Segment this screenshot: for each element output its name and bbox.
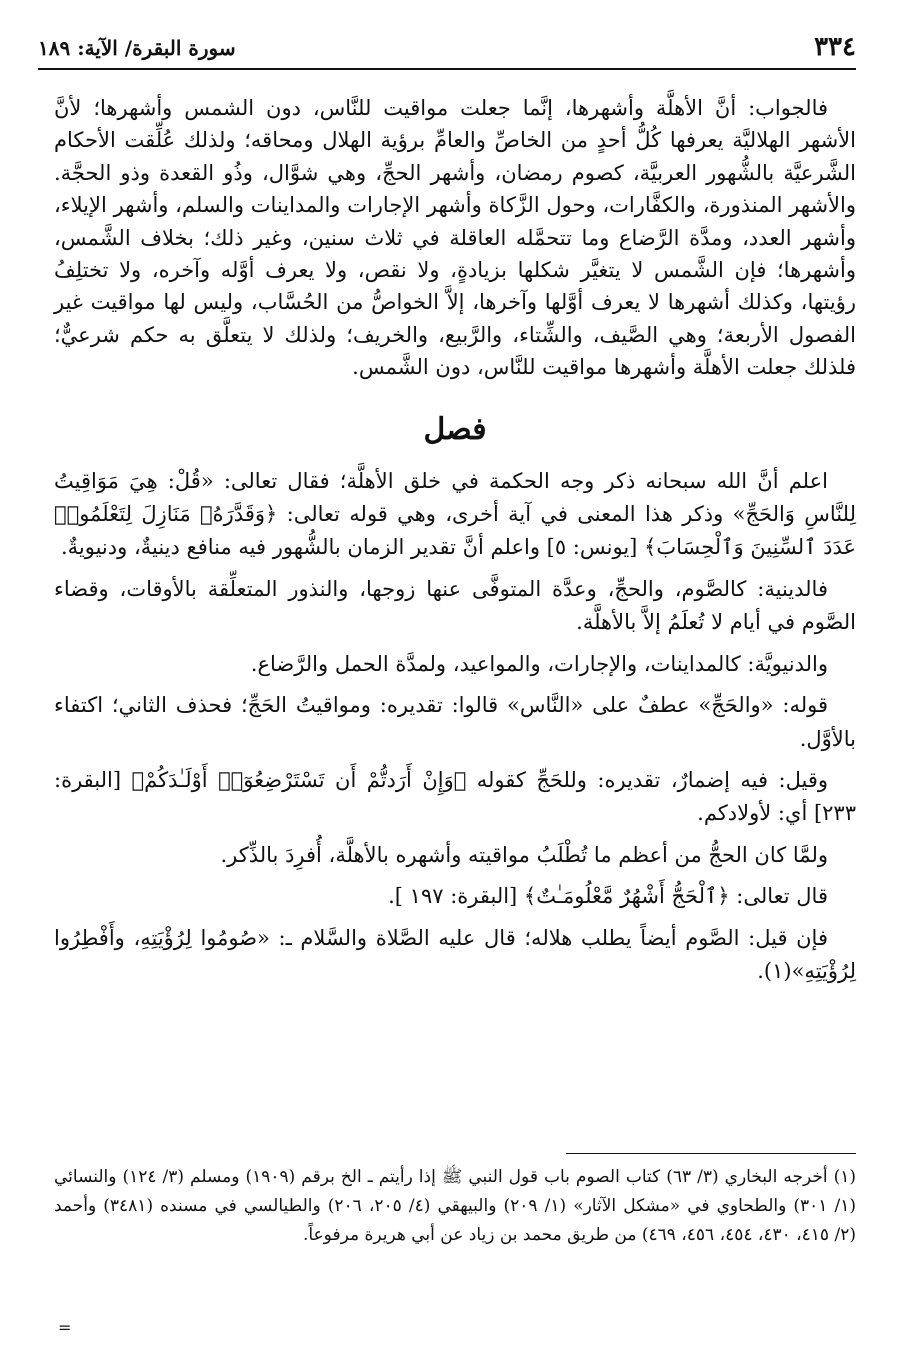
section-paragraph: قوله: «والحَجِّ» عطفٌ على «النَّاس» قالوا: تقديره: ومواقيتُ الحَجِّ؛ فحذف الثاني؛ اكتفاء بالأوَّل. [54,693,856,751]
answer-paragraph: فالجواب: أنَّ الأهلَّة وأشهرها، إنَّما جعلت مواقيت للنَّاس، دون الشمس وأشهرها؛ لأنَّ الأشهر الهلاليَّة يعرفها كُلُّ أحدٍ من الخاصِّ والعامِّ برؤية الهلال ومحاقه؛ ولذلك عُلِّقت الأحكام الشَّرعيَّة بالشُّهور العربيَّة، كصوم رمضان، وأشهر الحجِّ، وهي شوَّال، وذُو القعدة وذو الحجَّة. والأشهر المنذورة، والكفَّارات، وحول الزَّكاة وأشهر الإجارات والمداينات والسلم، وأشهر الإيلاء، وأشهر العدد، ومدَّة الرَّضاع وما تتحمَّله العاقلة في ثلاث سنين، وغير ذلك؛ بخلاف الشَّمس، وأشهرها؛ فإن الشَّمس لا يتغيَّر شكلها بزيادةٍ، ولا نقص، ولا يعرف أوَّله وآخره، ولا تختلِفُ رؤيتها، وكذلك أشهرها لا يعرف أوَّلها وآخرها، إلاَّ الخواصُّ من الحُسَّاب، وليس لها مواقيت غير الفصول الأربعة؛ وهي الصَّيف، والشِّتاء، والرَّبيع، والخريف؛ ولذلك لا يتعلَّق به حكم شرعيٌّ؛ فلذلك جعلت الأهلَّة وأشهرها مواقيت للنَّاس، دون الشَّمس. [54,96,856,380]
section-paragraph: فإن قيل: الصَّوم أيضاً يطلب هلاله؛ قال عليه الصَّلاة والسَّلام ـ: «صُومُوا لِرُؤْيَتِهِ، وأَفْطِرُوا لِرُؤْيَتِهِ»(١). [54,925,856,983]
section-paragraph: وقيل: فيه إضمارٌ، تقديره: وللحَجِّ كقوله ﴿وَإِنْ أَرَدتُّمْ أَن تَسْتَرْضِعُوٓا۟ أَوْلَـٰدَكُمْ﴾ [البقرة: ٢٣٣] أي: لأولادكم. [54,767,856,826]
section-paragraph: فالدينية: كالصَّوم، والحجِّ، وعدَّة المتوفَّى عنها زوجها، والنذور المتعلِّقة بالأوقات، وقضاء الصَّوم في أيام لا تُعلَمُ إلاَّ بالأهلَّة. [54,576,856,635]
section-paragraph: ولمَّا كان الحجُّ من أعظم ما تُطْلَبُ مواقيته وأشهره بالأهلَّة، أُفرِدَ بالذِّكر. [220,842,828,867]
section-paragraph: قال تعالى: ﴿ٱلْحَجُّ أَشْهُرٌ مَّعْلُومَـٰتٌ﴾ [البقرة: ١٩٧ ]. [388,884,828,909]
footnote: (١) أخرجه البخاري (٣/ ٦٣) كتاب الصوم باب قول النبي ﷺ إذا رأيتم ـ الخ برقم (١٩٠٩) ومسلم (٣/ ١٢٤) والنسائي (١/ ٣٠١) والطحاوي في «مشكل الآثار» (١/ ٢٠٩) والبيهقي (٤/ ٢٠٥، ٢٠٦) والطيالسي في مسنده (٣٤٨١) وأحمد (٢/ ٤١٥، ٤٣٠، ٤٥٤، ٤٥٦، ٤٦٩) من طريق محمد بن زياد عن أبي هريرة مرفوعاً. [54,1167,857,1245]
page-body [54,92,856,988]
signature-mark: = [58,1318,72,1337]
footnotes [54,1163,856,1250]
running-title: سورة البقرة/ الآية: ١٨٩ [38,36,236,60]
section-paragraph: اعلم أنَّ الله سبحانه ذكر وجه الحكمة في خلق الأهلَّة؛ فقال تعالى: «قُلْ: هِيَ مَوَاقِيتُ لِلنَّاسِ وَالحَجِّ» وذكر هذا المعنى في آية أخرى، وهي قوله تعالى: ﴿وَقَدَّرَهُۥ مَنَازِلَ لِتَعْلَمُوا۟ عَدَدَ ٱلسِّنِينَ وَٱلْحِسَابَ﴾ [يونس: ٥] واعلم أنَّ تقدير الزمان بالشُّهور فيه منافع دينيةٌ، ودنيويةٌ. [54,468,856,560]
page-header [38,28,856,70]
section-paragraph: والدنيويَّة: كالمداينات، والإجارات، والمواعيد، ولمدَّة الحمل والرَّضاع. [250,651,828,676]
section-heading: فصل [423,411,487,447]
page-number: ٣٣٤ [814,32,856,62]
footnote-divider [566,1153,856,1154]
